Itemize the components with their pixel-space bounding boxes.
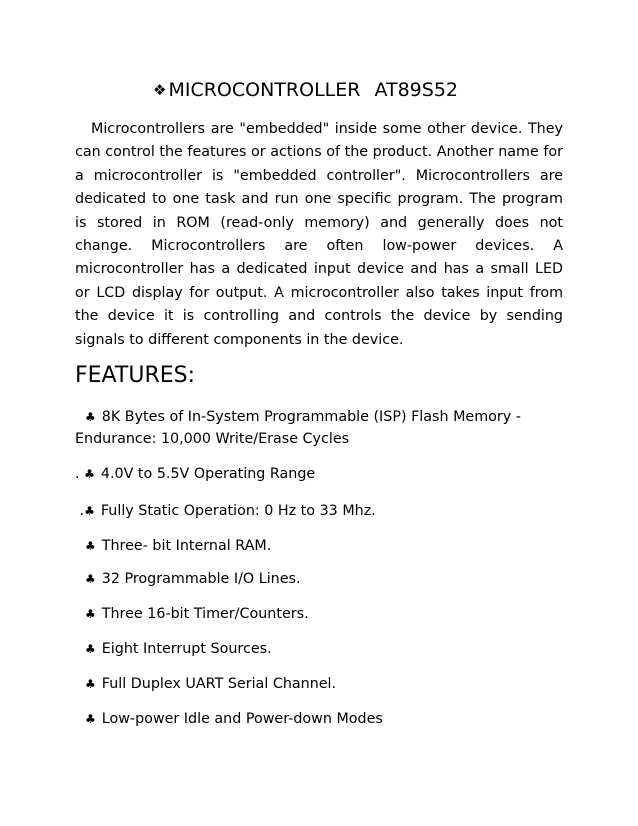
feature-text: Three 16-bit Timer/Counters.	[101, 606, 309, 622]
feature-text: Fully Static Operation: 0 Hz to 33 Mhz.	[100, 503, 376, 519]
feature-prefix: .	[75, 466, 80, 482]
feature-text: 4.0V to 5.5V Operating Range	[100, 466, 316, 482]
club-bullet-icon: ♣	[84, 467, 95, 481]
club-bullet-icon: ♣	[85, 642, 96, 656]
feature-prefix: .	[79, 503, 85, 519]
club-bullet-icon: ♣	[85, 539, 96, 553]
feature-item	[75, 638, 565, 660]
feature-item	[75, 535, 565, 557]
intro-paragraph: Microcontrollers are "embedded" inside some other device. They can control the features or actions of the product. Another name for a microcontroller is "embedded controller". Microcontrollers are dedicated to one task and run one specific program. The program is stored in ROM (read-only memory) and generally does not change. Microcontrollers are often low-power devices. A microcontroller has a dedicated input device and has a small LED or LCD display for output. A microcontroller also takes input from the device it is controlling and controls the device by sending signals to different components in the device.	[75, 121, 563, 348]
club-bullet-icon: ♣	[85, 712, 96, 726]
club-bullet-icon: ♣	[85, 410, 96, 424]
feature-text-continued: Endurance: 10,000 Write/Erase Cycles	[75, 431, 350, 447]
feature-item	[75, 673, 565, 695]
feature-text: Full Duplex UART Serial Channel.	[101, 676, 337, 692]
document-title	[153, 79, 458, 101]
feature-item	[75, 708, 565, 730]
feature-text: Eight Interrupt Sources.	[101, 641, 272, 657]
diamond-bullet-icon: ❖	[153, 81, 167, 99]
club-bullet-icon: ♣	[85, 572, 96, 586]
features-heading: FEATURES:	[75, 363, 196, 388]
feature-text: 32 Programmable I/O Lines.	[101, 571, 301, 587]
feature-text: Low-power Idle and Power-down Modes	[101, 711, 383, 727]
feature-item	[75, 568, 565, 590]
title-name: MICROCONTROLLER	[168, 79, 361, 101]
feature-item	[75, 463, 565, 485]
club-bullet-icon: ♣	[85, 677, 96, 691]
club-bullet-icon: ♣	[85, 607, 96, 621]
feature-item	[75, 603, 565, 625]
feature-text: 8K Bytes of In-System Programmable (ISP) Flash Memory -	[101, 409, 521, 425]
feature-item	[75, 406, 565, 450]
feature-item	[75, 500, 565, 522]
title-model: AT89S52	[374, 79, 458, 101]
club-bullet-icon: ♣	[84, 504, 95, 518]
feature-text: Three- bit Internal RAM.	[101, 538, 272, 554]
